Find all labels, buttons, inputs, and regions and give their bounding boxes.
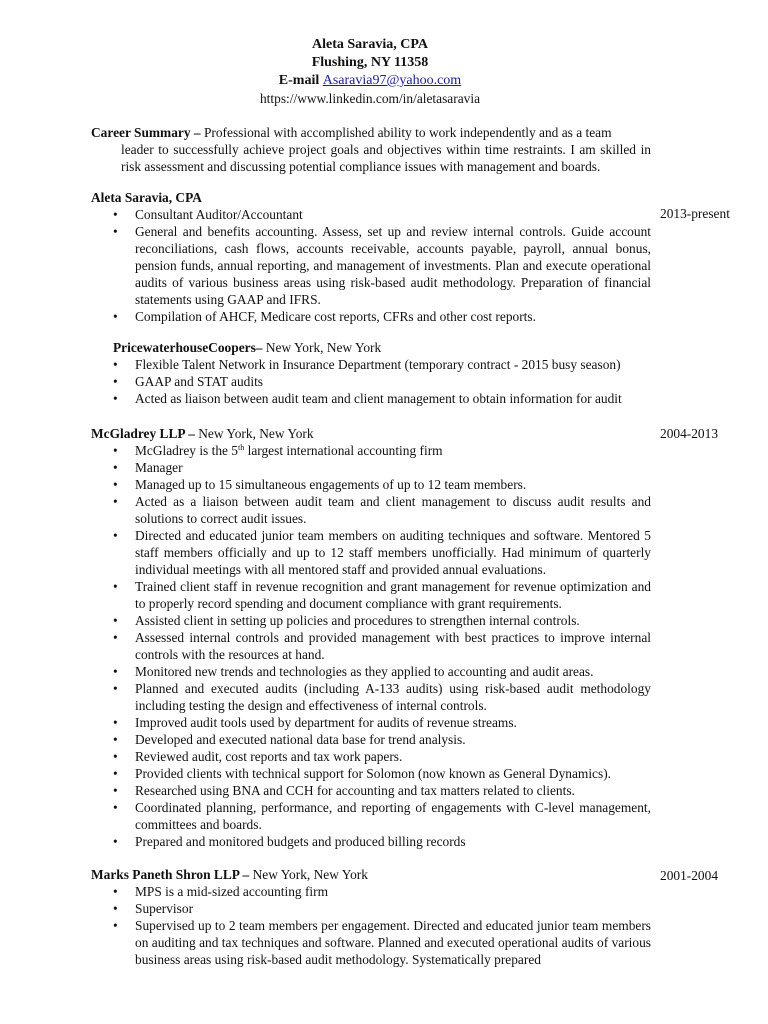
email-link[interactable]: Asaravia97@yahoo.com: [322, 73, 462, 88]
firm-rank-text: McGladrey is the 5: [135, 443, 239, 458]
list-item: • Acted as liaison between audit team and client management to obtain information for audit: [91, 390, 651, 407]
job-title-mcgladrey: McGladrey LLP –: [91, 426, 195, 441]
email-line: [0, 72, 740, 90]
job-section-aleta: [91, 189, 651, 407]
list-item: • Researched using BNA and CCH for accounting and tax matters related to clients.: [91, 782, 651, 799]
job-date-mcgladrey: 2004-2013: [660, 426, 719, 441]
list-item: • GAAP and STAT audits: [91, 373, 651, 390]
list-item: • MPS is a mid-sized accounting firm: [91, 883, 651, 900]
job-section-mcgladrey: [91, 425, 651, 850]
candidate-city: Flushing, NY 11358: [311, 55, 429, 70]
list-item: • Consultant Auditor/Accountant: [91, 206, 651, 223]
job-heading-marks: [91, 866, 651, 883]
job-location-mcgladrey: New York, New York: [194, 426, 314, 441]
list-item: • Trained client staff in revenue recognition and grant management for revenue optimization and to properly record spending and document compliance with grant requirements.: [91, 578, 651, 612]
candidate-name: Aleta Saravia, CPA: [312, 37, 428, 52]
list-item: • Assessed internal controls and provided management with best practices to improve internal controls with the resources at hand.: [91, 629, 651, 663]
email-label: E-mail: [278, 73, 320, 88]
list-item: [91, 442, 651, 459]
ordinal-suffix: th: [238, 443, 245, 452]
job-date-marks: 2001-2004: [660, 868, 719, 883]
subjob-location: New York, New York: [262, 340, 382, 355]
firm-rank-text-end: largest international accounting firm: [244, 443, 443, 458]
job-bullets-pwc: [91, 356, 651, 407]
list-item: • Provided clients with technical support for Solomon (now known as General Dynamics).: [91, 765, 651, 782]
job-bullets-aleta: [91, 206, 651, 325]
job-bullets-mcgladrey: [91, 442, 651, 850]
linkedin-url: https://www.linkedin.com/in/aletasaravia: [259, 91, 481, 106]
list-item: • Supervisor: [91, 900, 651, 917]
summary-label: Career Summary –: [91, 125, 201, 140]
job-date-aleta: 2013-present: [660, 206, 730, 221]
list-item: • Supervised up to 2 team members per engagement. Directed and educated junior team members on auditing and tax techniques and software. Planned and executed operational audits of various business areas using risk-based audit methodology. Systematically prepared: [91, 917, 651, 968]
job-title-aleta: Aleta Saravia, CPA: [91, 190, 202, 205]
list-item: • General and benefits accounting. Assess, set up and review internal controls. Guide account reconciliations, cash flows, accounts receivable, accounts payable, payroll, annual bonus, pension funds, annual reporting, and management of investments. Plan and execute operational audits of various business areas using risk-based audit methodology. Preparation of financial statements using GAAP and IFRS.: [91, 223, 651, 308]
list-item: • Reviewed audit, cost reports and tax work papers.: [91, 748, 651, 765]
job-heading-mcgladrey: [91, 425, 651, 442]
list-item: • Compilation of AHCF, Medicare cost reports, CFRs and other cost reports.: [91, 308, 651, 325]
list-item: • Planned and executed audits (including A-133 audits) using risk-based audit methodology including testing the design and effectiveness of internal controls.: [91, 680, 651, 714]
list-item: • Directed and educated junior team members on auditing techniques and software. Mentored 5 staff members officially and up to 12 staff members unofficially. Had minimum of quarterly individual meetings with all mentored staff and provided annual evaluations.: [91, 527, 651, 578]
job-section-marks: [91, 866, 651, 968]
summary-first-line: Professional with accomplished ability to work independently and as a team: [200, 125, 612, 140]
list-item: • Assisted client in setting up policies and procedures to strengthen internal controls.: [91, 612, 651, 629]
subjob-dash: –: [255, 340, 263, 355]
job-title-marks: Marks Paneth Shron LLP –: [91, 867, 250, 882]
list-item: • Managed up to 15 simultaneous engagements of up to 12 team members.: [91, 476, 651, 493]
summary-continuation: leader to successfully achieve project goals and objectives within time restraints. I am skilled in risk assessment and discussing potential compliance issues with management and boards.: [121, 142, 651, 174]
list-item: • Developed and executed national data base for trend analysis.: [91, 731, 651, 748]
list-item: • Improved audit tools used by department for audits of revenue streams.: [91, 714, 651, 731]
list-item: • Prepared and monitored budgets and produced billing records: [91, 833, 651, 850]
career-summary: [91, 124, 651, 175]
list-item: • Manager: [91, 459, 651, 476]
subjob-title-pwc: [91, 339, 651, 356]
list-item: • Flexible Talent Network in Insurance Department (temporary contract - 2015 busy season): [91, 356, 651, 373]
list-item: • Coordinated planning, performance, and reporting of engagements with C-level management, committees and boards.: [91, 799, 651, 833]
subjob-name: PricewaterhouseCoopers: [113, 340, 256, 355]
job-location-marks: New York, New York: [249, 867, 368, 882]
job-bullets-marks: [91, 883, 651, 968]
resume-header: [0, 36, 740, 108]
list-item: • Acted as a liaison between audit team and client management to discuss audit results and solutions to correct audit issues.: [91, 493, 651, 527]
list-item: • Monitored new trends and technologies as they applied to accounting and audit areas.: [91, 663, 651, 680]
